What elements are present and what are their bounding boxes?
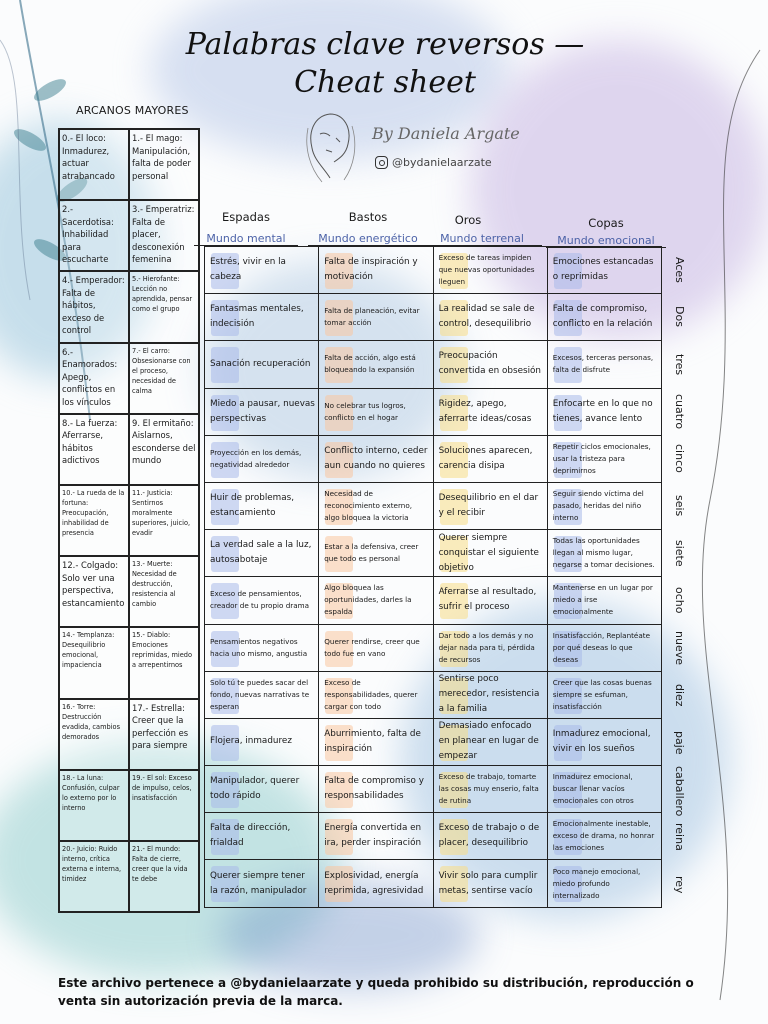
arcano-cell: 5.- Hierofante: Lección no aprendida, pensar como el grupo	[129, 271, 199, 342]
card-keyword-text: Soluciones aparecen, carencia disipa	[438, 445, 533, 471]
card-cell-copas	[547, 813, 661, 860]
arcano-cell: 21.- El mundo: Falta de cierre, creer que la vida te debe	[129, 841, 199, 912]
rank-label: caballero	[673, 766, 686, 817]
card-cell-oros	[433, 530, 547, 577]
rank-label: ocho	[673, 587, 686, 614]
instagram-handle-text: @bydanielaarzate	[392, 156, 492, 169]
card-cell-bastos	[319, 482, 433, 529]
rank-label: cinco	[673, 444, 686, 474]
card-cell-espadas	[205, 435, 319, 482]
card-keyword-text: Algo bloquea las oportunidades, darles la espalda	[324, 583, 412, 617]
rank-label: Aces	[673, 256, 686, 283]
card-cell-oros	[433, 388, 547, 435]
arcano-cell: 15.- Diablo: Emociones reprimidas, miedo a arrepentirnos	[129, 627, 199, 698]
card-keyword-text: Creer que las cosas buenas siempre se esfuman, insatisfacción	[552, 677, 652, 711]
card-keyword-text: Exceso de tareas impiden que nuevas oportunidades lleguen	[438, 253, 535, 287]
card-keyword-text: Rigidez, apego, aferrarte ideas/cosas	[438, 398, 532, 424]
table-row	[205, 247, 662, 294]
column-header-copas: Copas	[588, 216, 624, 230]
card-keyword-text: Desequilibrio en el dar y el recibir	[438, 493, 539, 519]
card-keyword-text: Poco manejo emocional, miedo profundo internalizado	[552, 866, 641, 900]
card-cell-espadas	[205, 247, 319, 294]
card-cell-bastos	[319, 671, 433, 718]
card-cell-copas	[547, 624, 661, 671]
card-cell-copas	[547, 766, 661, 813]
arcano-cell: 16.- Torre: Destrucción evadida, cambios demorados	[59, 699, 129, 770]
card-cell-copas	[547, 530, 661, 577]
card-keyword-text: La realidad se sale de control, desequilibrio	[438, 304, 535, 330]
page-title: Palabras clave reversos — Cheat sheet	[185, 27, 585, 100]
rank-label: reina	[673, 823, 686, 851]
table-row	[205, 294, 662, 341]
card-keyword-text: Manipulador, querer todo rápido	[210, 776, 300, 802]
card-keyword-text: Exceso de responsabilidades, querer cargar con todo	[324, 677, 418, 711]
card-keyword-text: Excesos, terceras personas, falta de disfrute	[552, 353, 654, 375]
card-keyword-text: Energía convertida en ira, perder inspiración	[324, 823, 422, 849]
card-keyword-text: La verdad sale a la luz, autosabotaje	[210, 540, 312, 566]
card-cell-espadas	[205, 860, 319, 907]
card-cell-bastos	[319, 718, 433, 765]
copyright-footer: Este archivo pertenece a @bydanielaarzate y queda prohibido su distribución, reproducción o venta sin autorización previa de la marca.	[58, 976, 694, 1008]
card-keyword-text: Solo tú te puedes sacar del fondo, nuevas narrativas te esperan	[210, 677, 310, 711]
arcano-cell: 14.- Templanza: Desequilibrio emocional, impaciencia	[59, 627, 129, 698]
arcano-cell: 8.- La fuerza: Aferrarse, hábitos adictivos	[59, 414, 129, 485]
table-row	[205, 341, 662, 388]
rank-label: cuatro	[673, 393, 686, 429]
arcano-cell: 9. El ermitaño: Aislarnos, esconderse del mundo	[129, 414, 199, 485]
arcano-cell: 7.- El carro: Obsesionarse con el proceso, necesidad de calma	[129, 343, 199, 414]
rank-label: rey	[673, 875, 686, 894]
card-cell-oros	[433, 718, 547, 765]
table-row	[205, 530, 662, 577]
table-row	[205, 671, 662, 718]
card-cell-espadas	[205, 624, 319, 671]
card-cell-copas	[547, 577, 661, 624]
card-cell-oros	[433, 577, 547, 624]
card-cell-espadas	[205, 294, 319, 341]
card-keyword-text: Inmadurez emocional, buscar llenar vacíos emocionales con otros	[552, 772, 634, 806]
card-keyword-text: Proyección en los demás, negatividad alrededor	[210, 447, 302, 469]
minor-arcana-table	[204, 246, 662, 908]
arcano-cell: 13.- Muerte: Necesidad de destrucción, resistencia al cambio	[129, 556, 199, 627]
card-keyword-text: Emocionalmente inestable, exceso de drama, no honrar las emociones	[552, 819, 655, 853]
arcano-cell: 0.- El loco: Inmadurez, actuar atrabancado	[59, 129, 129, 200]
card-keyword-text: Falta de compromiso, conflicto en la relación	[552, 304, 653, 330]
card-keyword-text: Flojera, inmadurez	[210, 736, 292, 747]
card-keyword-text: Insatisfacción, Replantéate por qué deseas lo que deseas	[552, 630, 651, 664]
card-keyword-text: Conflicto interno, ceder aun cuando no quieres	[324, 445, 428, 471]
author-signature: By Daniela Argate	[372, 124, 520, 143]
card-keyword-text: Demasiado enfocado en planear en lugar de empezar	[438, 721, 539, 762]
card-cell-oros	[433, 247, 547, 294]
card-keyword-text: Fantasmas mentales, indecisión	[210, 304, 304, 330]
card-keyword-text: Pensamientos negativos hacia uno mismo, angustia	[210, 636, 308, 658]
table-row	[205, 435, 662, 482]
card-keyword-text: Explosividad, energía reprimida, agresividad	[324, 870, 424, 896]
card-cell-copas	[547, 388, 661, 435]
card-cell-oros	[433, 482, 547, 529]
card-cell-espadas	[205, 671, 319, 718]
card-cell-copas	[547, 718, 661, 765]
card-cell-bastos	[319, 577, 433, 624]
card-keyword-text: Falta de inspiración y motivación	[324, 257, 418, 283]
card-keyword-text: Huir de problemas, estancamiento	[210, 493, 295, 519]
card-cell-copas	[547, 671, 661, 718]
card-cell-oros	[433, 624, 547, 671]
table-row	[205, 482, 662, 529]
rank-label: nueve	[673, 630, 686, 665]
card-cell-copas	[547, 247, 661, 294]
card-keyword-text: Todas las oportunidades llegan al mismo lugar, negarse a tomar decisiones.	[552, 536, 655, 570]
table-row	[205, 860, 662, 907]
arcano-cell: 18.- La luna: Confusión, culpar lo externo por lo interno	[59, 770, 129, 841]
arcano-cell: 11.- Justicia: Sentirnos moralmente superiores, juicio, evadir	[129, 485, 199, 556]
card-cell-copas	[547, 435, 661, 482]
card-keyword-text: Aferrarse al resultado, sufrir el proceso	[438, 587, 537, 613]
card-cell-copas	[547, 482, 661, 529]
card-keyword-text: Mantenerse en un lugar por miedo a irse emocionalmente	[552, 583, 653, 617]
card-keyword-text: Repetir ciclos emocionales, usar la tristeza para deprimirnos	[552, 441, 651, 475]
card-cell-espadas	[205, 718, 319, 765]
arcano-cell: 17.- Estrella: Creer que la perfección es para siempre	[129, 699, 199, 770]
card-cell-oros	[433, 671, 547, 718]
card-keyword-text: Exceso de trabajo o de placer, desequilibrio	[438, 823, 540, 849]
arcano-cell: 12.- Colgado: Solo ver una perspectiva, estancamiento	[59, 556, 129, 627]
card-keyword-text: Falta de dirección, frialdad	[210, 823, 291, 849]
card-cell-espadas	[205, 482, 319, 529]
card-keyword-text: Estar a la defensiva, creer que todo es personal	[324, 542, 419, 564]
column-subheader-bastos: Mundo energético	[308, 232, 428, 246]
card-cell-copas	[547, 860, 661, 907]
card-keyword-text: Querer siempre conquistar el siguiente objetivo	[438, 532, 539, 573]
arcano-cell: 1.- El mago: Manipulación, falta de poder personal	[129, 129, 199, 200]
card-cell-oros	[433, 435, 547, 482]
card-cell-bastos	[319, 860, 433, 907]
card-keyword-text: Aburrimiento, falta de inspiración	[324, 728, 421, 754]
table-row	[205, 813, 662, 860]
card-keyword-text: Dar todo a los demás y no dejar nada para ti, pérdida de recursos	[438, 630, 535, 664]
table-row	[205, 624, 662, 671]
table-row	[205, 718, 662, 765]
card-keyword-text: Querer rendirse, creer que todo fue en vano	[324, 636, 420, 658]
column-header-bastos: Bastos	[348, 210, 388, 224]
card-cell-copas	[547, 341, 661, 388]
card-keyword-text: Emociones estancadas o reprimidas	[552, 257, 654, 283]
card-cell-espadas	[205, 341, 319, 388]
card-keyword-text: Seguir siendo víctima del pasado, heridas del niño interno	[552, 489, 644, 523]
arcanos-title: ARCANOS MAYORES	[76, 104, 189, 117]
arcano-cell: 2.- Sacerdotisa: Inhabilidad para escucharte	[59, 200, 129, 271]
column-header-oros: Oros	[454, 213, 482, 227]
card-keyword-text: Sentirse poco merecedor, resistencia a la familia	[438, 674, 540, 715]
arcano-cell: 6.-Enamorados: Apego, conflictos en los vínculos	[59, 343, 129, 414]
card-cell-bastos	[319, 388, 433, 435]
arcano-cell: 4.- Emperador: Falta de hábitos, exceso de control	[59, 271, 129, 342]
table-row	[205, 388, 662, 435]
card-cell-copas	[547, 294, 661, 341]
arcano-cell: 10.- La rueda de la fortuna: Preocupación, inhabilidad de presencia	[59, 485, 129, 556]
card-keyword-text: Inmadurez emocional, vivir en los sueños	[552, 728, 651, 754]
card-keyword-text: Vivir solo para cumplir metas, sentirse vacío	[438, 870, 538, 896]
card-cell-bastos	[319, 294, 433, 341]
arcano-cell: 20.- Juicio: Ruido interno, crítica externa e interna, timidez	[59, 841, 129, 912]
rank-label: seis	[673, 495, 686, 517]
card-keyword-text: Estrés, vivir en la cabeza	[210, 257, 286, 283]
instagram-handle	[375, 156, 492, 169]
rank-label: Dos	[673, 306, 686, 328]
card-cell-espadas	[205, 813, 319, 860]
card-cell-bastos	[319, 435, 433, 482]
card-cell-espadas	[205, 530, 319, 577]
table-row	[205, 766, 662, 813]
card-cell-oros	[433, 341, 547, 388]
arcanos-table	[58, 128, 200, 913]
card-keyword-text: Sanación recuperación	[210, 358, 311, 369]
card-cell-bastos	[319, 341, 433, 388]
column-subheader-copas: Mundo emocional	[546, 234, 666, 248]
card-keyword-text: Miedo a pausar, nuevas perspectivas	[210, 398, 315, 424]
card-keyword-text: Enfocarte en lo que no tienes, avance lento	[552, 398, 653, 424]
arcano-cell: 19.- El sol: Exceso de impulso, celos, insatisfacción	[129, 770, 199, 841]
card-cell-oros	[433, 813, 547, 860]
card-cell-espadas	[205, 388, 319, 435]
card-keyword-text: Exceso de pensamientos, creador de tu propio drama	[210, 589, 310, 611]
card-keyword-text: Necesidad de reconocimiento externo, algo bloquea la victoria	[324, 489, 413, 523]
card-cell-bastos	[319, 530, 433, 577]
rank-label: tres	[673, 353, 686, 375]
card-cell-bastos	[319, 766, 433, 813]
rank-label: diez	[673, 683, 686, 707]
rank-label: paje	[673, 730, 686, 755]
column-subheader-oros: Mundo terrenal	[422, 232, 542, 246]
card-keyword-text: No celebrar tus logros, conflicto en el hogar	[324, 400, 406, 422]
column-subheader-espadas: Mundo mental	[194, 232, 298, 246]
card-keyword-text: Falta de acción, algo está bloqueando la expansión	[324, 353, 416, 375]
instagram-icon	[375, 156, 388, 169]
column-header-espadas: Espadas	[222, 210, 270, 224]
line-decoration-right	[690, 0, 768, 1024]
arcano-cell: 3.- Emperatriz: Falta de placer, desconexión femenina	[129, 200, 199, 271]
card-cell-espadas	[205, 577, 319, 624]
card-cell-bastos	[319, 624, 433, 671]
card-keyword-text: Exceso de trabajo, tomarte las cosas muy enserio, falta de rutina	[438, 772, 539, 806]
card-cell-bastos	[319, 247, 433, 294]
card-cell-bastos	[319, 813, 433, 860]
card-keyword-text: Preocupación convertida en obsesión	[438, 351, 541, 377]
card-cell-espadas	[205, 766, 319, 813]
card-keyword-text: Falta de compromiso y responsabilidades	[324, 776, 424, 802]
card-keyword-text: Querer siempre tener la razón, manipulador	[210, 870, 307, 896]
card-keyword-text: Falta de planeación, evitar tomar acción	[324, 306, 420, 328]
card-cell-oros	[433, 766, 547, 813]
table-row	[205, 577, 662, 624]
rank-label: siete	[673, 539, 686, 567]
portrait-sketch-icon	[300, 108, 362, 184]
card-cell-oros	[433, 860, 547, 907]
card-cell-oros	[433, 294, 547, 341]
